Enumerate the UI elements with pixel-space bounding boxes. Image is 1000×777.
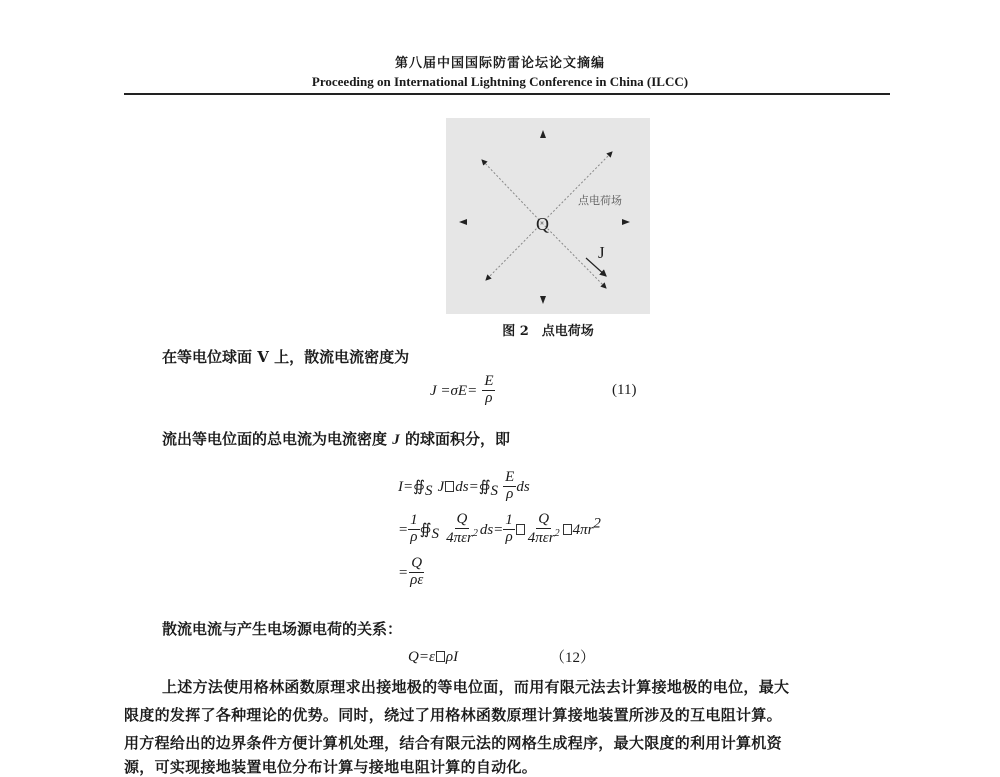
point-charge-figure — [446, 118, 650, 314]
int-l3-num: Q — [411, 555, 423, 571]
eq11-numerator: E — [484, 373, 494, 389]
header-title-cn: 第八届中国国际防雷论坛论文摘编 — [394, 56, 605, 71]
eq12-lhs: Q=ε — [408, 649, 435, 665]
paragraph-2-text-b: 的球面积分，即 — [404, 430, 510, 448]
int-l2-d2: 4πεr — [446, 529, 473, 546]
eq12-rhs: ρI — [445, 649, 459, 665]
equation-number-12: （12） — [550, 650, 596, 666]
int-l2-a: = — [398, 521, 409, 538]
paragraph-2 — [162, 428, 510, 449]
arrow-head-s — [540, 296, 546, 304]
int-l2-frac1 — [408, 513, 420, 546]
integral-line-1 — [398, 470, 530, 503]
equation-number-11: (11) — [612, 382, 637, 398]
eq11-lhs: J =σE= — [430, 382, 478, 399]
dot-box — [445, 481, 454, 492]
int-l1-sub: S — [424, 482, 433, 499]
int-l2-n4: Q — [538, 511, 550, 527]
paragraph-3: 散流电流与产生电场源电荷的关系： — [162, 620, 403, 638]
figure-caption: 图 2 点电荷场 — [502, 324, 594, 339]
dot-box-3 — [563, 524, 572, 535]
paragraph-4-line-4: 源，可实现接地装置电位分布计算与接地电阻计算的自动化。 — [124, 758, 538, 776]
header-title-en: Proceeding on International Lightning Conference in China (ILCC) — [311, 74, 689, 89]
point-charge-diagram — [446, 118, 650, 314]
paragraph-1: 在等电位球面 V 上，散流电流密度为 — [162, 348, 410, 366]
int-l2-c-sq: 2 — [593, 515, 601, 532]
header-rule — [124, 93, 890, 95]
eq11-denominator: ρ — [485, 389, 493, 406]
dot-box-2 — [516, 524, 525, 535]
paragraph-2-symbol: J — [392, 432, 400, 448]
int-l3-a: = — [398, 564, 409, 581]
int-l2-d2-sq: 2 — [472, 527, 478, 539]
int-l1-fraction — [503, 470, 516, 503]
charge-label: Q — [536, 214, 549, 234]
int-l2-frac4 — [526, 512, 562, 547]
paragraph-4-line-3: 用方程给出的边界条件方便计算机处理，结合有限元法的网格生成程序，最大限度的利用计算机资 — [124, 734, 782, 752]
paragraph-4-line-1: 上述方法使用格林函数原理求出接地极的等电位面，而用有限元法去计算接地极的电位，最大 — [162, 678, 790, 696]
int-l3-den: ρε — [410, 571, 424, 588]
equation-12 — [408, 646, 458, 666]
int-l2-d4-sq: 2 — [554, 527, 560, 539]
int-l2-d1: ρ — [410, 528, 418, 545]
int-l1-e: ∯ — [478, 478, 491, 495]
int-l3-fraction — [408, 556, 425, 589]
int-l1-f: ds — [516, 478, 530, 495]
arrow-head-e — [622, 219, 630, 225]
int-l1-b: ∯ — [413, 478, 425, 495]
int-l2-n1: 1 — [410, 512, 418, 528]
integral-line-2 — [398, 512, 601, 547]
int-l1-a: I= — [398, 478, 414, 495]
int-l2-b: ds= — [479, 521, 504, 538]
int-l1-sub2: S — [490, 482, 499, 499]
int-l2-n2: Q — [456, 511, 468, 527]
field-label: 点电荷场 — [578, 194, 622, 207]
int-l1-num: E — [505, 469, 515, 485]
equation-11 — [430, 374, 495, 407]
dot-box-4 — [436, 651, 445, 662]
current-label: J — [598, 243, 605, 262]
field-line-se — [542, 223, 606, 288]
int-l2-c: 4πr — [572, 521, 594, 538]
int-l2-frac3 — [503, 513, 515, 546]
int-l2-d3: ρ — [505, 528, 513, 545]
arrow-head-n — [540, 130, 546, 138]
field-line-sw — [486, 223, 542, 280]
int-l2-frac2 — [444, 512, 480, 547]
int-l2-sub: S — [431, 525, 439, 542]
int-l1-c: J — [437, 478, 445, 495]
integral-line-3 — [398, 556, 425, 589]
eq11-fraction — [482, 374, 495, 407]
paragraph-2-text-a: 流出等电位面的总电流为电流密度 — [162, 430, 388, 448]
int-l2-n3: 1 — [505, 512, 513, 528]
paragraph-4-line-2: 限度的发挥了各种理论的优势。同时，绕过了用格林函数原理计算接地装置所涉及的互电阻计算。 — [124, 706, 782, 724]
field-line-nw — [482, 160, 542, 223]
arrow-head-w — [459, 219, 467, 225]
int-l1-den: ρ — [506, 485, 514, 502]
int-l2-d4: 4πεr — [527, 529, 555, 546]
int-l1-d: ds= — [455, 478, 479, 495]
int-l2-int: ∯ — [419, 521, 432, 538]
field-line-ne — [542, 152, 612, 223]
